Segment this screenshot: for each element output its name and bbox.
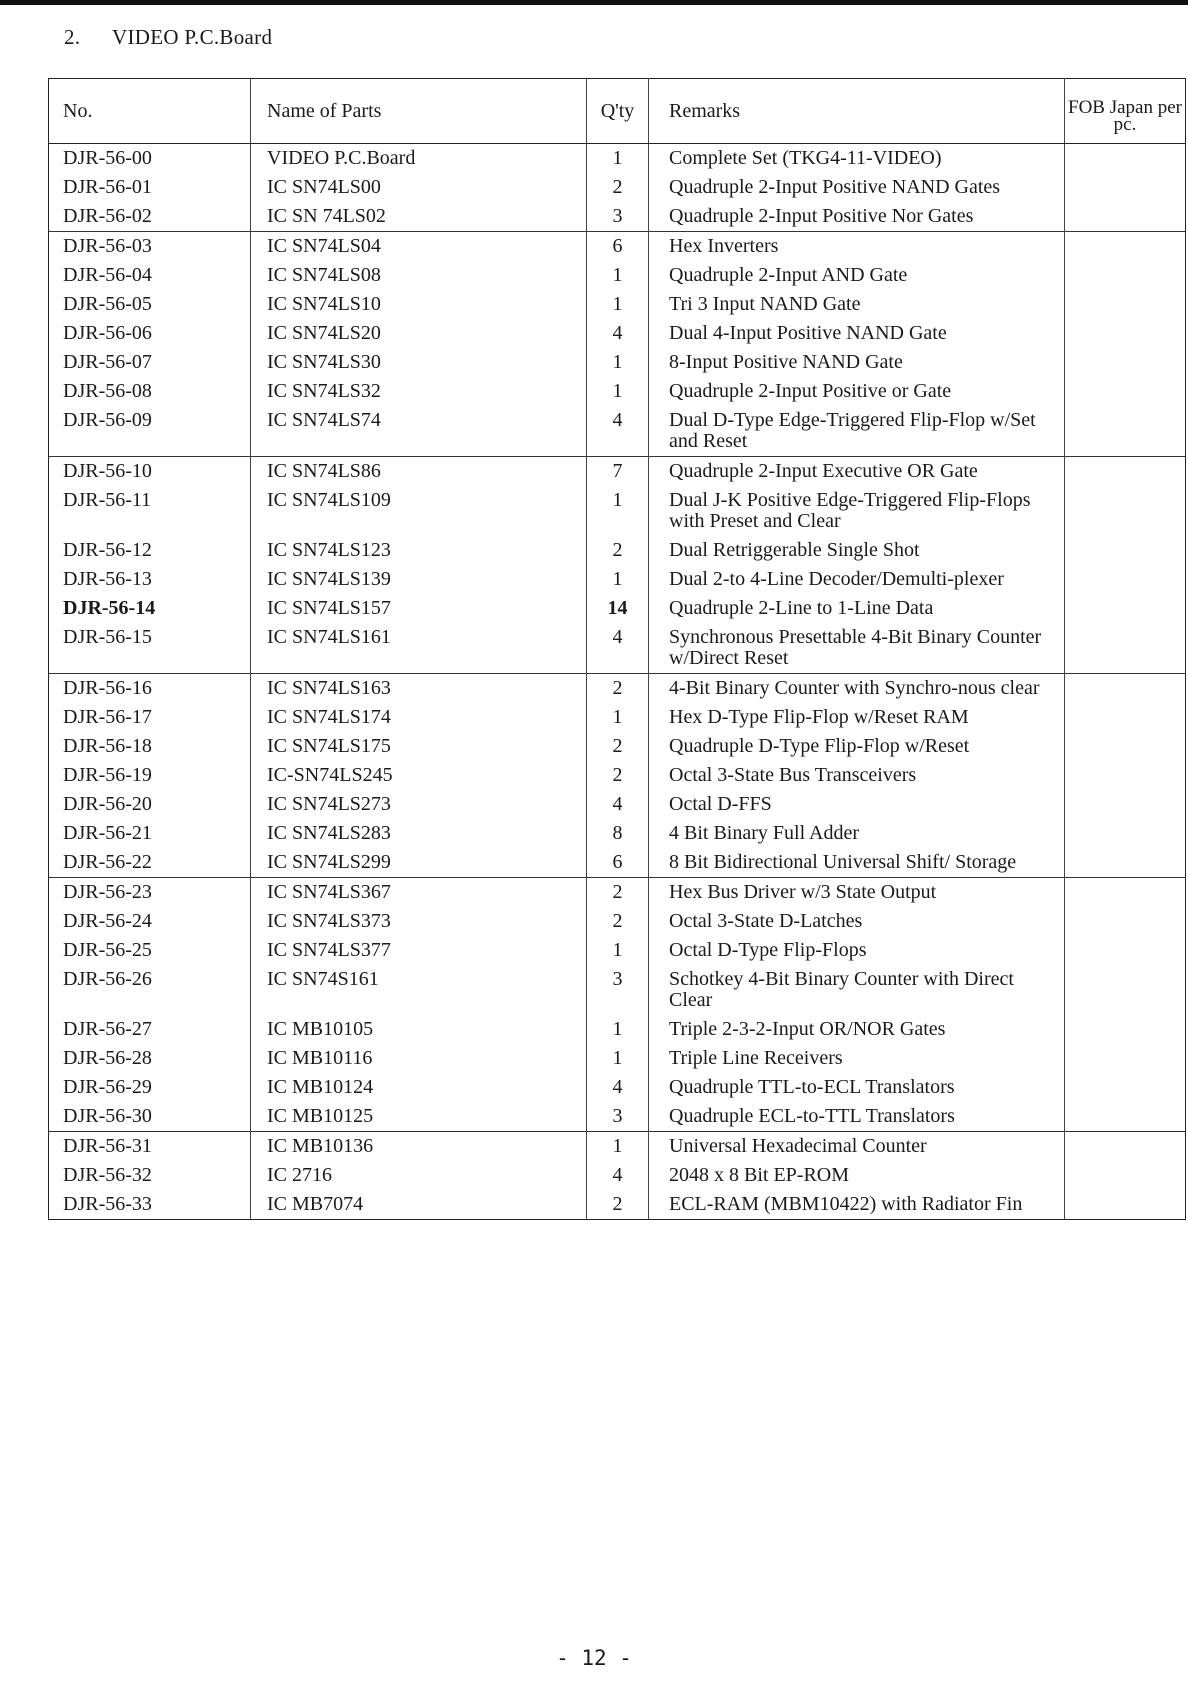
- part-name-cell: IC MB10124: [251, 1073, 587, 1102]
- page-top-edge: [0, 0, 1188, 5]
- quantity-cell: 1: [587, 703, 649, 732]
- remarks-cell: Triple 2-3-2-Input OR/NOR Gates: [649, 1015, 1065, 1044]
- table-row: [49, 761, 1186, 790]
- fob-price-cell: [1065, 319, 1186, 348]
- part-number-cell: DJR-56-06: [49, 319, 251, 348]
- fob-price-cell: [1065, 406, 1186, 457]
- quantity-cell: 2: [587, 732, 649, 761]
- part-name-cell: IC-SN74LS245: [251, 761, 587, 790]
- quantity-cell: 1: [587, 1044, 649, 1073]
- remarks-cell: Dual J-K Positive Edge-Triggered Flip-Flops with Preset and Clear: [649, 486, 1065, 536]
- part-number-cell: DJR-56-10: [49, 457, 251, 487]
- remarks-cell: 2048 x 8 Bit EP-ROM: [649, 1161, 1065, 1190]
- part-name-cell: IC SN74LS161: [251, 623, 587, 674]
- remarks-cell: Tri 3 Input NAND Gate: [649, 290, 1065, 319]
- part-number-cell: DJR-56-25: [49, 936, 251, 965]
- quantity-cell: 8: [587, 819, 649, 848]
- table-row: [49, 594, 1186, 623]
- quantity-cell: 4: [587, 1161, 649, 1190]
- quantity-cell: 7: [587, 457, 649, 487]
- part-number-cell: DJR-56-32: [49, 1161, 251, 1190]
- quantity-cell: 4: [587, 406, 649, 457]
- part-name-cell: IC SN74S161: [251, 965, 587, 1015]
- part-number-cell: DJR-56-17: [49, 703, 251, 732]
- part-number-cell: DJR-56-19: [49, 761, 251, 790]
- section-heading: [64, 25, 272, 50]
- part-name-cell: IC SN74LS00: [251, 173, 587, 202]
- remarks-cell: Quadruple 2-Input Executive OR Gate: [649, 457, 1065, 487]
- fob-price-cell: [1065, 173, 1186, 202]
- part-number-cell: DJR-56-11: [49, 486, 251, 536]
- remarks-cell: Dual Retriggerable Single Shot: [649, 536, 1065, 565]
- fob-price-cell: [1065, 144, 1186, 174]
- part-number-cell: DJR-56-31: [49, 1132, 251, 1162]
- section-number: 2.: [64, 25, 81, 49]
- page-number: - 12 -: [556, 1646, 632, 1670]
- remarks-cell: Octal D-Type Flip-Flops: [649, 936, 1065, 965]
- quantity-cell: 2: [587, 674, 649, 704]
- part-number-cell: DJR-56-01: [49, 173, 251, 202]
- quantity-cell: 3: [587, 202, 649, 232]
- remarks-cell: 4 Bit Binary Full Adder: [649, 819, 1065, 848]
- remarks-cell: 8-Input Positive NAND Gate: [649, 348, 1065, 377]
- part-name-cell: IC SN74LS373: [251, 907, 587, 936]
- remarks-cell: 8 Bit Bidirectional Universal Shift/ Storage: [649, 848, 1065, 878]
- part-name-cell: IC SN74LS74: [251, 406, 587, 457]
- table-row: [49, 623, 1186, 674]
- table-row: [49, 173, 1186, 202]
- table-row: [49, 1102, 1186, 1132]
- remarks-cell: Quadruple 2-Input AND Gate: [649, 261, 1065, 290]
- part-number-cell: DJR-56-24: [49, 907, 251, 936]
- fob-price-cell: [1065, 232, 1186, 262]
- quantity-cell: 4: [587, 319, 649, 348]
- table-row: [49, 261, 1186, 290]
- part-number-cell: DJR-56-30: [49, 1102, 251, 1132]
- quantity-cell: 1: [587, 936, 649, 965]
- table-row: [49, 232, 1186, 262]
- part-name-cell: IC SN74LS299: [251, 848, 587, 878]
- quantity-cell: 1: [587, 565, 649, 594]
- table-row: [49, 819, 1186, 848]
- part-number-cell: DJR-56-23: [49, 878, 251, 908]
- part-number-cell: DJR-56-02: [49, 202, 251, 232]
- quantity-cell: 2: [587, 878, 649, 908]
- part-name-cell: IC SN74LS175: [251, 732, 587, 761]
- quantity-cell: 2: [587, 1190, 649, 1220]
- table-row: [49, 1044, 1186, 1073]
- part-name-cell: IC SN74LS08: [251, 261, 587, 290]
- quantity-cell: 1: [587, 377, 649, 406]
- table-row: [49, 290, 1186, 319]
- part-number-cell: DJR-56-12: [49, 536, 251, 565]
- part-name-cell: IC SN74LS86: [251, 457, 587, 487]
- col-header-remarks: Remarks: [649, 79, 1065, 144]
- quantity-cell: 2: [587, 761, 649, 790]
- fob-price-cell: [1065, 1015, 1186, 1044]
- fob-price-cell: [1065, 594, 1186, 623]
- remarks-cell: Quadruple D-Type Flip-Flop w/Reset: [649, 732, 1065, 761]
- fob-price-cell: [1065, 848, 1186, 878]
- part-name-cell: IC MB10136: [251, 1132, 587, 1162]
- part-number-cell: DJR-56-04: [49, 261, 251, 290]
- remarks-cell: 4-Bit Binary Counter with Synchro-nous clear: [649, 674, 1065, 704]
- fob-price-cell: [1065, 1102, 1186, 1132]
- table-row: [49, 878, 1186, 908]
- table-row: [49, 536, 1186, 565]
- fob-price-cell: [1065, 936, 1186, 965]
- part-number-cell: DJR-56-14: [49, 594, 251, 623]
- part-number-cell: DJR-56-20: [49, 790, 251, 819]
- remarks-cell: Quadruple 2-Input Positive or Gate: [649, 377, 1065, 406]
- table-row: [49, 703, 1186, 732]
- remarks-cell: Quadruple 2-Line to 1-Line Data: [649, 594, 1065, 623]
- col-header-name: Name of Parts: [251, 79, 587, 144]
- part-number-cell: DJR-56-13: [49, 565, 251, 594]
- table-row: [49, 565, 1186, 594]
- fob-price-cell: [1065, 565, 1186, 594]
- part-number-cell: DJR-56-26: [49, 965, 251, 1015]
- fob-price-cell: [1065, 674, 1186, 704]
- quantity-cell: 1: [587, 1015, 649, 1044]
- table-row: [49, 202, 1186, 232]
- part-name-cell: IC SN74LS283: [251, 819, 587, 848]
- part-number-cell: DJR-56-28: [49, 1044, 251, 1073]
- table-row: [49, 1132, 1186, 1162]
- part-number-cell: DJR-56-09: [49, 406, 251, 457]
- table-row: [49, 674, 1186, 704]
- part-number-cell: DJR-56-22: [49, 848, 251, 878]
- table-body: [49, 144, 1186, 1220]
- quantity-cell: 2: [587, 536, 649, 565]
- fob-price-cell: [1065, 1044, 1186, 1073]
- part-number-cell: DJR-56-00: [49, 144, 251, 174]
- part-name-cell: IC SN74LS123: [251, 536, 587, 565]
- part-number-cell: DJR-56-05: [49, 290, 251, 319]
- remarks-cell: Synchronous Presettable 4-Bit Binary Counter w/Direct Reset: [649, 623, 1065, 674]
- part-number-cell: DJR-56-08: [49, 377, 251, 406]
- table-row: [49, 1190, 1186, 1220]
- part-name-cell: IC SN74LS139: [251, 565, 587, 594]
- col-header-no: No.: [49, 79, 251, 144]
- fob-price-cell: [1065, 965, 1186, 1015]
- quantity-cell: 3: [587, 1102, 649, 1132]
- table-row: [49, 406, 1186, 457]
- fob-price-cell: [1065, 703, 1186, 732]
- part-number-cell: DJR-56-27: [49, 1015, 251, 1044]
- fob-price-cell: [1065, 290, 1186, 319]
- table-row: [49, 319, 1186, 348]
- part-name-cell: IC SN74LS367: [251, 878, 587, 908]
- quantity-cell: 4: [587, 623, 649, 674]
- section-title: VIDEO P.C.Board: [112, 25, 273, 49]
- table-row: [49, 1073, 1186, 1102]
- quantity-cell: 4: [587, 790, 649, 819]
- fob-price-cell: [1065, 348, 1186, 377]
- remarks-cell: Schotkey 4-Bit Binary Counter with Direct Clear: [649, 965, 1065, 1015]
- fob-price-cell: [1065, 878, 1186, 908]
- fob-price-cell: [1065, 790, 1186, 819]
- part-name-cell: IC SN74LS157: [251, 594, 587, 623]
- part-name-cell: IC MB10125: [251, 1102, 587, 1132]
- quantity-cell: 14: [587, 594, 649, 623]
- quantity-cell: 1: [587, 1132, 649, 1162]
- part-number-cell: DJR-56-03: [49, 232, 251, 262]
- fob-price-cell: [1065, 907, 1186, 936]
- remarks-cell: ECL-RAM (MBM10422) with Radiator Fin: [649, 1190, 1065, 1220]
- quantity-cell: 4: [587, 1073, 649, 1102]
- part-name-cell: IC SN74LS174: [251, 703, 587, 732]
- remarks-cell: Octal D-FFS: [649, 790, 1065, 819]
- remarks-cell: Quadruple ECL-to-TTL Translators: [649, 1102, 1065, 1132]
- part-name-cell: IC MB7074: [251, 1190, 587, 1220]
- fob-price-cell: [1065, 261, 1186, 290]
- remarks-cell: Complete Set (TKG4-11-VIDEO): [649, 144, 1065, 174]
- parts-table: [48, 78, 1186, 1220]
- table-row: [49, 732, 1186, 761]
- remarks-cell: Universal Hexadecimal Counter: [649, 1132, 1065, 1162]
- part-number-cell: DJR-56-07: [49, 348, 251, 377]
- remarks-cell: Dual 4-Input Positive NAND Gate: [649, 319, 1065, 348]
- table-row: [49, 457, 1186, 487]
- remarks-cell: Quadruple 2-Input Positive NAND Gates: [649, 173, 1065, 202]
- quantity-cell: 6: [587, 848, 649, 878]
- table-row: [49, 936, 1186, 965]
- part-name-cell: IC SN74LS377: [251, 936, 587, 965]
- table-row: [49, 377, 1186, 406]
- table-header-row: [49, 79, 1186, 144]
- part-name-cell: IC SN74LS20: [251, 319, 587, 348]
- fob-price-cell: [1065, 1190, 1186, 1220]
- remarks-cell: Hex Inverters: [649, 232, 1065, 262]
- part-number-cell: DJR-56-29: [49, 1073, 251, 1102]
- part-number-cell: DJR-56-16: [49, 674, 251, 704]
- remarks-cell: Quadruple 2-Input Positive Nor Gates: [649, 202, 1065, 232]
- col-header-qty: Q'ty: [587, 79, 649, 144]
- quantity-cell: 1: [587, 261, 649, 290]
- table-row: [49, 486, 1186, 536]
- part-name-cell: IC SN74LS109: [251, 486, 587, 536]
- fob-price-cell: [1065, 1132, 1186, 1162]
- remarks-cell: Dual 2-to 4-Line Decoder/Demulti-plexer: [649, 565, 1065, 594]
- quantity-cell: 1: [587, 144, 649, 174]
- fob-price-cell: [1065, 536, 1186, 565]
- fob-price-cell: [1065, 819, 1186, 848]
- remarks-cell: Triple Line Receivers: [649, 1044, 1065, 1073]
- table-row: [49, 1015, 1186, 1044]
- table-row: [49, 1161, 1186, 1190]
- quantity-cell: 1: [587, 348, 649, 377]
- part-number-cell: DJR-56-18: [49, 732, 251, 761]
- table-row: [49, 848, 1186, 878]
- fob-price-cell: [1065, 732, 1186, 761]
- fob-price-cell: [1065, 1161, 1186, 1190]
- remarks-cell: Octal 3-State Bus Transceivers: [649, 761, 1065, 790]
- table-row: [49, 907, 1186, 936]
- fob-price-cell: [1065, 1073, 1186, 1102]
- part-name-cell: IC SN74LS30: [251, 348, 587, 377]
- remarks-cell: Quadruple TTL-to-ECL Translators: [649, 1073, 1065, 1102]
- remarks-cell: Octal 3-State D-Latches: [649, 907, 1065, 936]
- part-name-cell: IC SN74LS04: [251, 232, 587, 262]
- part-number-cell: DJR-56-21: [49, 819, 251, 848]
- quantity-cell: 3: [587, 965, 649, 1015]
- fob-price-cell: [1065, 377, 1186, 406]
- table-row: [49, 348, 1186, 377]
- col-header-fob: FOB Japan per pc.: [1065, 79, 1186, 144]
- remarks-cell: Hex D-Type Flip-Flop w/Reset RAM: [649, 703, 1065, 732]
- fob-price-cell: [1065, 486, 1186, 536]
- part-name-cell: IC MB10116: [251, 1044, 587, 1073]
- part-name-cell: IC SN74LS10: [251, 290, 587, 319]
- table-row: [49, 790, 1186, 819]
- part-name-cell: IC SN74LS273: [251, 790, 587, 819]
- part-name-cell: VIDEO P.C.Board: [251, 144, 587, 174]
- quantity-cell: 1: [587, 486, 649, 536]
- part-name-cell: IC SN 74LS02: [251, 202, 587, 232]
- table-row: [49, 965, 1186, 1015]
- fob-price-cell: [1065, 202, 1186, 232]
- remarks-cell: Hex Bus Driver w/3 State Output: [649, 878, 1065, 908]
- fob-price-cell: [1065, 623, 1186, 674]
- part-name-cell: IC SN74LS163: [251, 674, 587, 704]
- fob-price-cell: [1065, 457, 1186, 487]
- remarks-cell: Dual D-Type Edge-Triggered Flip-Flop w/Set and Reset: [649, 406, 1065, 457]
- part-number-cell: DJR-56-33: [49, 1190, 251, 1220]
- quantity-cell: 2: [587, 907, 649, 936]
- quantity-cell: 6: [587, 232, 649, 262]
- part-name-cell: IC SN74LS32: [251, 377, 587, 406]
- part-name-cell: IC MB10105: [251, 1015, 587, 1044]
- table-row: [49, 144, 1186, 174]
- fob-price-cell: [1065, 761, 1186, 790]
- part-name-cell: IC 2716: [251, 1161, 587, 1190]
- quantity-cell: 2: [587, 173, 649, 202]
- part-number-cell: DJR-56-15: [49, 623, 251, 674]
- quantity-cell: 1: [587, 290, 649, 319]
